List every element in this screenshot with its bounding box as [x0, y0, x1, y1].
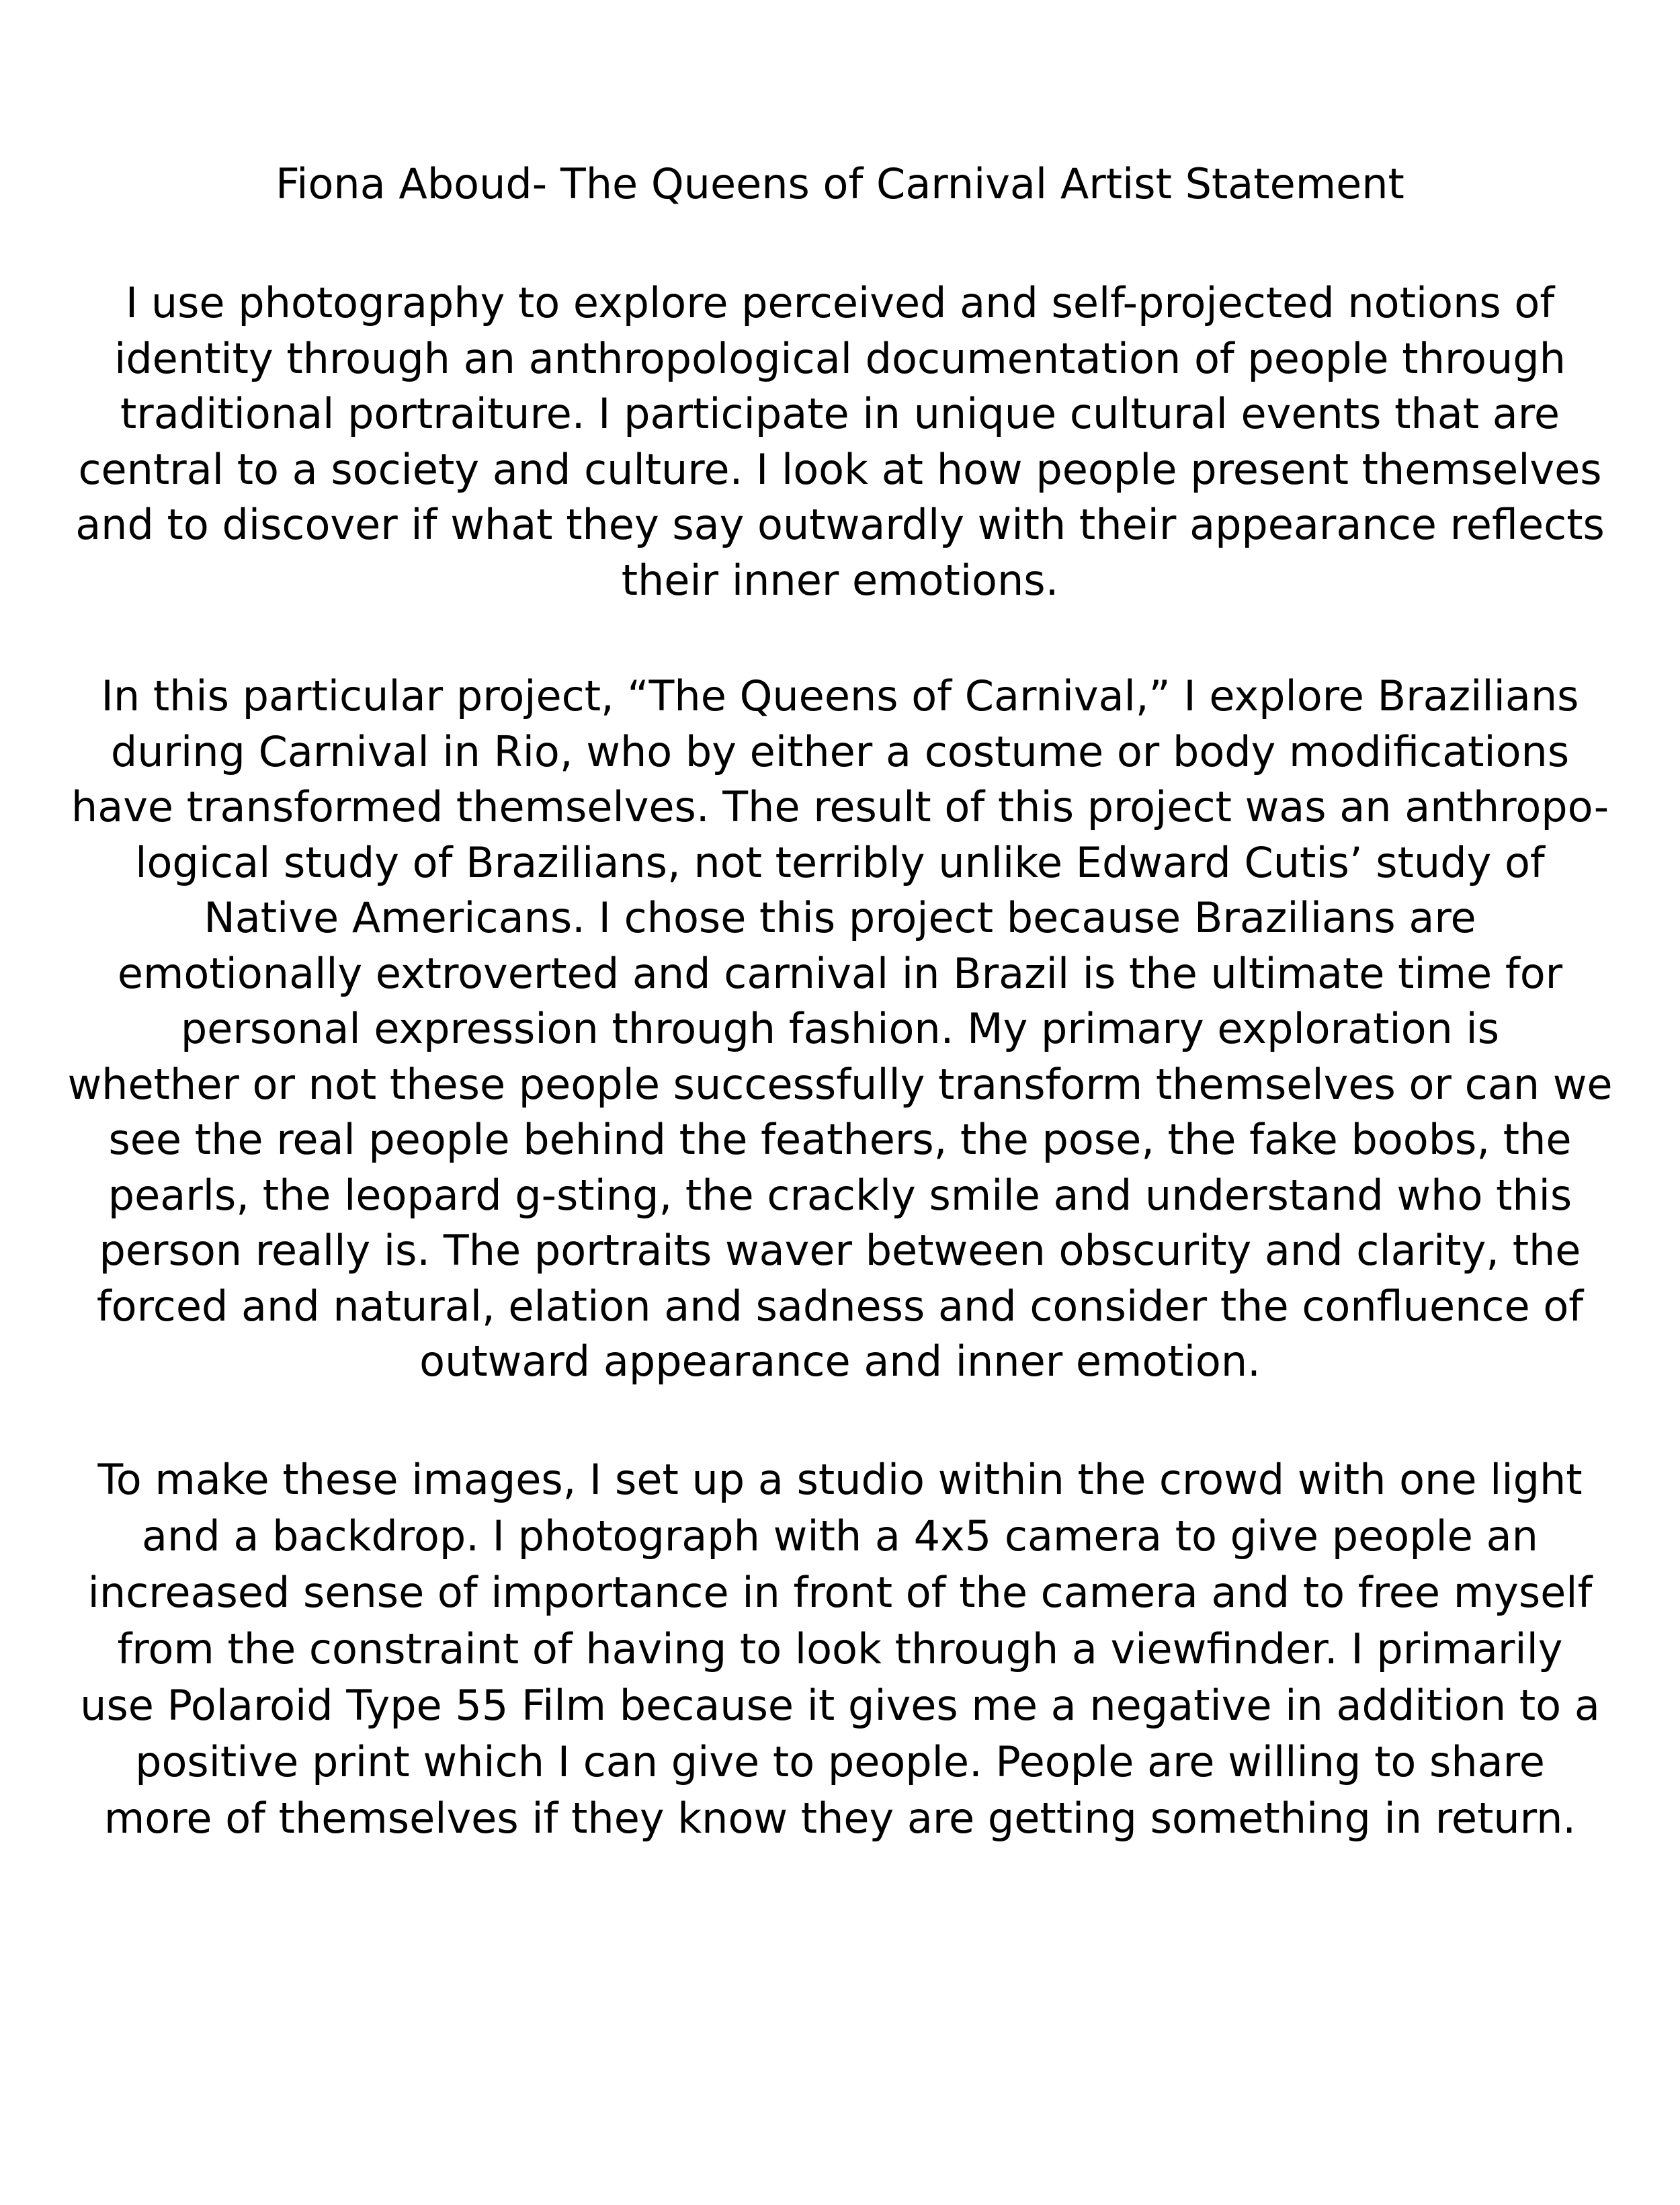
text-line: have transformed themselves. The result of this project was an anthropo- — [71, 782, 1609, 831]
text-line: identity through an anthropological documentation of people through — [114, 333, 1566, 383]
text-line: and a backdrop. I photograph with a 4x5 camera to give people an — [142, 1511, 1538, 1561]
text-line: outward appearance and inner emotion. — [419, 1337, 1261, 1386]
paragraph-intro — [0, 276, 1680, 608]
text-line: more of themselves if they know they are getting something in return. — [103, 1794, 1577, 1843]
text-line: person really is. The portraits waver between obscurity and clarity, the — [99, 1226, 1581, 1275]
text-line: forced and natural, elation and sadness and consider the confluence of — [96, 1281, 1584, 1331]
text-line: see the real people behind the feathers, the pose, the fake boobs, the — [108, 1115, 1572, 1164]
text-line: pearls, the leopard g-sting, the crackly smile and understand who this — [108, 1170, 1572, 1220]
text-line: To make these images, I set up a studio within the crowd with one light — [97, 1455, 1583, 1504]
text-line: Native Americans. I chose this project because Brazilians are — [204, 893, 1476, 942]
text-line: central to a society and culture. I look at how people present themselves — [78, 444, 1602, 494]
text-line: positive print which I can give to people. People are willing to share — [135, 1737, 1545, 1786]
text-line: use Polaroid Type 55 Film because it gives me a negative in addition to a — [80, 1681, 1600, 1730]
text-line: during Carnival in Rio, who by either a costume or body modifications — [110, 726, 1570, 776]
text-line: whether or not these people successfully transform themselves or can we — [67, 1059, 1613, 1109]
text-line: I use photography to explore perceived and self-projected notions of — [125, 278, 1555, 327]
text-line: traditional portraiture. I participate in unique cultural events that are — [120, 389, 1560, 438]
text-line: personal expression through fashion. My primary exploration is — [180, 1004, 1500, 1053]
text-line: In this particular project, “The Queens of Carnival,” I explore Brazilians — [101, 671, 1579, 720]
paragraph-process — [0, 1452, 1680, 1847]
text-line: their inner emotions. — [621, 555, 1059, 605]
text-line: from the constraint of having to look through a viewfinder. I primarily — [117, 1624, 1563, 1673]
text-line: emotionally extroverted and carnival in Brazil is the ultimate time for — [117, 948, 1563, 998]
paragraph-project — [0, 669, 1680, 1390]
text-line: increased sense of importance in front of the camera and to free myself — [87, 1568, 1593, 1617]
text-line: and to discover if what they say outwardly with their appearance reflects — [75, 500, 1605, 549]
text-line: logical study of Brazilians, not terribly unlike Edward Cutis’ study of — [135, 837, 1545, 887]
document-title: Fiona Aboud- The Queens of Carnival Artist Statement — [276, 159, 1404, 208]
